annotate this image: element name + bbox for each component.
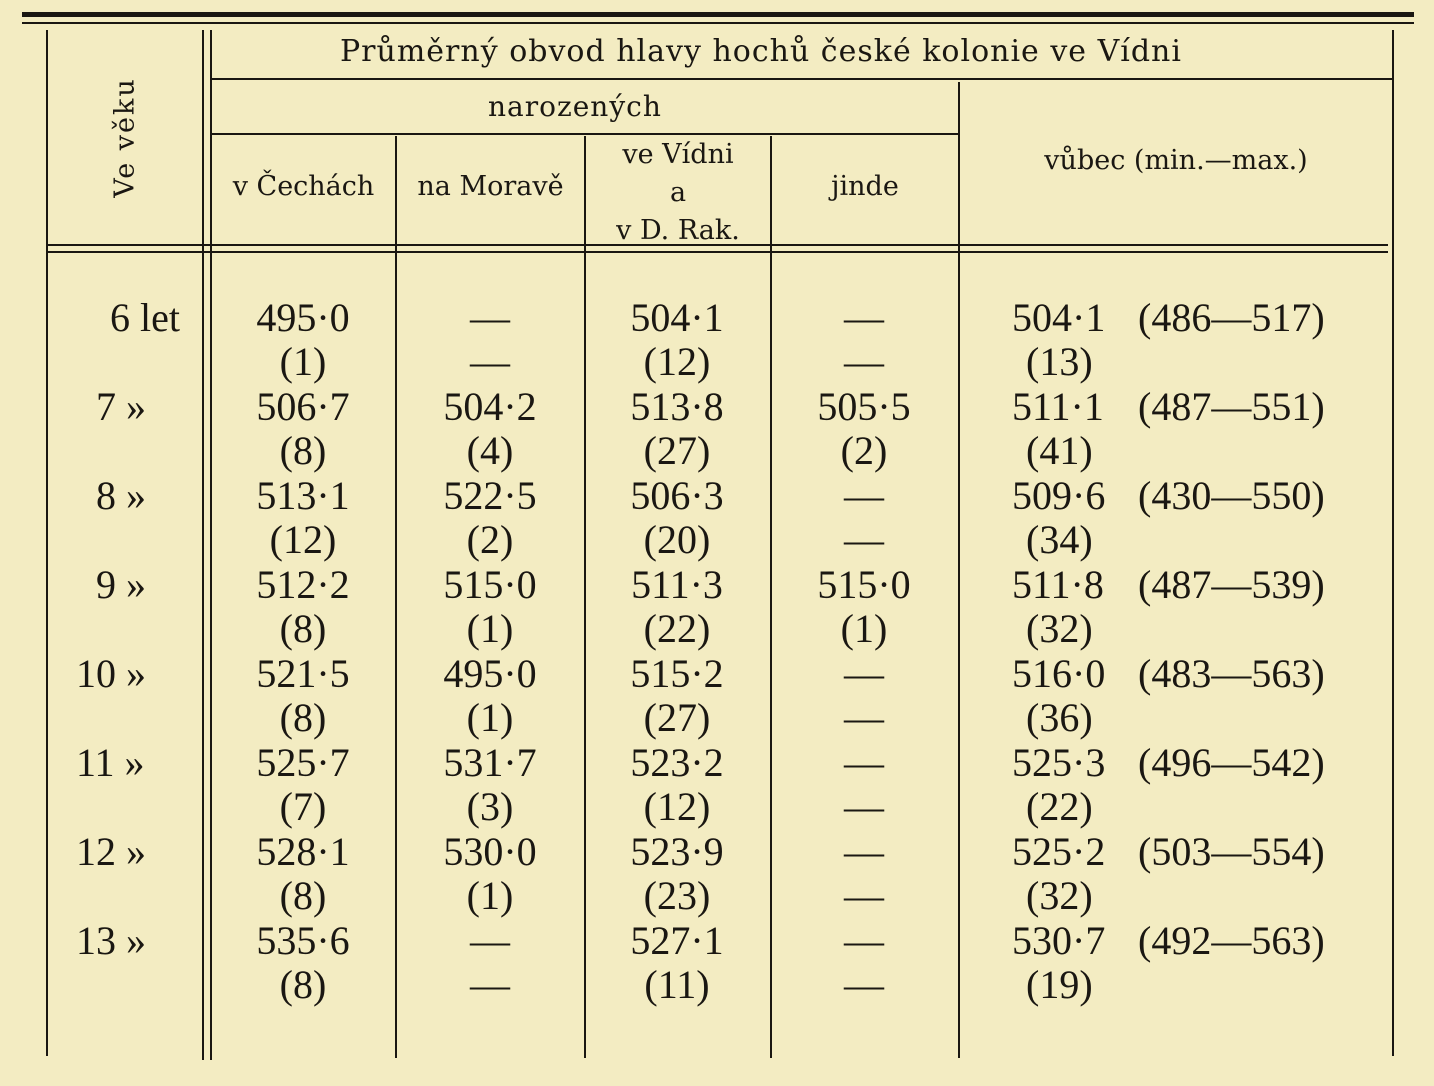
header-bottom-rule-b (48, 251, 1388, 253)
left-border (46, 30, 48, 1056)
value-cell: — (470, 295, 510, 340)
col-divider-1 (395, 136, 397, 1058)
value-cell: — (844, 829, 884, 874)
total-count: (41) (1026, 428, 1093, 473)
count-cell: (1) (279, 339, 327, 384)
age-label: 9 » (96, 562, 146, 607)
value-cell: 525·7 (256, 740, 350, 785)
value-cell: 506·3 (630, 473, 724, 518)
value-cell: 511·3 (631, 562, 723, 607)
value-cell: 512·2 (256, 562, 350, 607)
count-cell: — (844, 784, 884, 829)
value-cell: 513·8 (630, 384, 724, 429)
count-cell: — (470, 339, 510, 384)
total-range: (430—550) (1138, 473, 1325, 518)
col-header-total: vůbec (min.—max.) (1044, 145, 1308, 176)
count-cell: (23) (643, 873, 711, 918)
value-cell: 527·1 (630, 918, 724, 963)
value-cell: 495·0 (256, 295, 350, 340)
col-header-viden: ve Vídni a v D. Rak. (616, 139, 740, 246)
value-cell: 515·2 (630, 651, 724, 696)
total-count: (22) (1026, 784, 1093, 829)
count-cell: (8) (279, 873, 327, 918)
age-label: 6 let (110, 295, 180, 340)
total-range: (487—551) (1138, 384, 1325, 429)
value-cell: 504·1 (630, 295, 724, 340)
top-rule-thin (22, 22, 1414, 24)
total-value: 525·2 (1012, 829, 1106, 874)
total-value: 511·1 (1012, 384, 1104, 429)
total-range: (486—517) (1138, 295, 1325, 340)
total-value: 525·3 (1012, 740, 1106, 785)
value-cell: — (844, 473, 884, 518)
top-rule-thick (22, 12, 1414, 17)
total-count: (34) (1026, 517, 1093, 562)
born-header: narozených (488, 90, 662, 123)
value-cell: — (844, 295, 884, 340)
age-label: 7 » (96, 384, 146, 429)
age-label: 10 » (76, 651, 146, 696)
count-cell: (2) (466, 517, 514, 562)
total-value: 530·7 (1012, 918, 1106, 963)
count-cell: (11) (644, 962, 710, 1007)
count-cell: (22) (643, 606, 711, 651)
count-cell: (1) (466, 695, 514, 740)
count-cell: — (844, 873, 884, 918)
count-cell: (27) (643, 428, 711, 473)
age-label: 13 » (76, 918, 146, 963)
value-cell: 523·9 (630, 829, 724, 874)
total-count: (32) (1026, 606, 1093, 651)
age-label: 8 » (96, 473, 146, 518)
total-range: (496—542) (1138, 740, 1325, 785)
count-cell: (12) (269, 517, 337, 562)
value-cell: 515·0 (817, 562, 911, 607)
value-cell: 535·6 (256, 918, 350, 963)
col-header-morava: na Moravě (417, 171, 564, 202)
count-cell: (8) (279, 428, 327, 473)
count-cell: — (844, 339, 884, 384)
count-cell: (1) (840, 606, 888, 651)
count-cell: (3) (466, 784, 514, 829)
age-divider-a (202, 30, 204, 1060)
count-cell: (8) (279, 962, 327, 1007)
total-count: (19) (1026, 962, 1093, 1007)
total-count: (36) (1026, 695, 1093, 740)
total-value: 516·0 (1012, 651, 1106, 696)
col-header-cechy: v Čechách (232, 171, 375, 202)
right-border (1392, 30, 1394, 1056)
count-cell: — (844, 695, 884, 740)
value-cell: 495·0 (443, 651, 537, 696)
table-title: Průměrný obvod hlavy hochů české kolonie ve Vídni (340, 34, 1182, 69)
value-cell: 531·7 (443, 740, 537, 785)
count-cell: (4) (466, 428, 514, 473)
col-divider-4 (958, 82, 960, 1058)
count-cell: (2) (840, 428, 888, 473)
value-cell: 505·5 (817, 384, 911, 429)
total-value: 504·1 (1012, 295, 1106, 340)
total-value: 509·6 (1012, 473, 1106, 518)
value-cell: 523·2 (630, 740, 724, 785)
value-cell: — (844, 740, 884, 785)
total-range: (503—554) (1138, 829, 1325, 874)
value-cell: 515·0 (443, 562, 537, 607)
age-label: 11 » (76, 740, 145, 785)
total-count: (32) (1026, 873, 1093, 918)
value-cell: 504·2 (443, 384, 537, 429)
value-cell: — (470, 918, 510, 963)
count-cell: — (470, 962, 510, 1007)
col-divider-3 (770, 136, 772, 1058)
total-range: (483—563) (1138, 651, 1325, 696)
count-cell: (7) (279, 784, 327, 829)
count-cell: (27) (643, 695, 711, 740)
count-cell: (20) (643, 517, 711, 562)
col-divider-2 (584, 136, 586, 1058)
count-cell: (12) (643, 784, 711, 829)
title-rule (210, 78, 1392, 80)
count-cell: — (844, 962, 884, 1007)
total-range: (492—563) (1138, 918, 1325, 963)
total-range: (487—539) (1138, 562, 1325, 607)
age-label: 12 » (76, 829, 146, 874)
total-value: 511·8 (1012, 562, 1104, 607)
born-rule (210, 133, 958, 135)
value-cell: 522·5 (443, 473, 537, 518)
count-cell: (8) (279, 695, 327, 740)
value-cell: 521·5 (256, 651, 350, 696)
value-cell: 513·1 (256, 473, 350, 518)
value-cell: 528·1 (256, 829, 350, 874)
value-cell: — (844, 918, 884, 963)
value-cell: 530·0 (443, 829, 537, 874)
count-cell: (8) (279, 606, 327, 651)
total-count: (13) (1026, 339, 1093, 384)
count-cell: — (844, 517, 884, 562)
value-cell: 506·7 (256, 384, 350, 429)
age-column-header: Ve věku (109, 77, 141, 198)
col-header-jinde: jinde (831, 171, 899, 202)
count-cell: (1) (466, 873, 514, 918)
count-cell: (1) (466, 606, 514, 651)
value-cell: — (844, 651, 884, 696)
count-cell: (12) (643, 339, 711, 384)
